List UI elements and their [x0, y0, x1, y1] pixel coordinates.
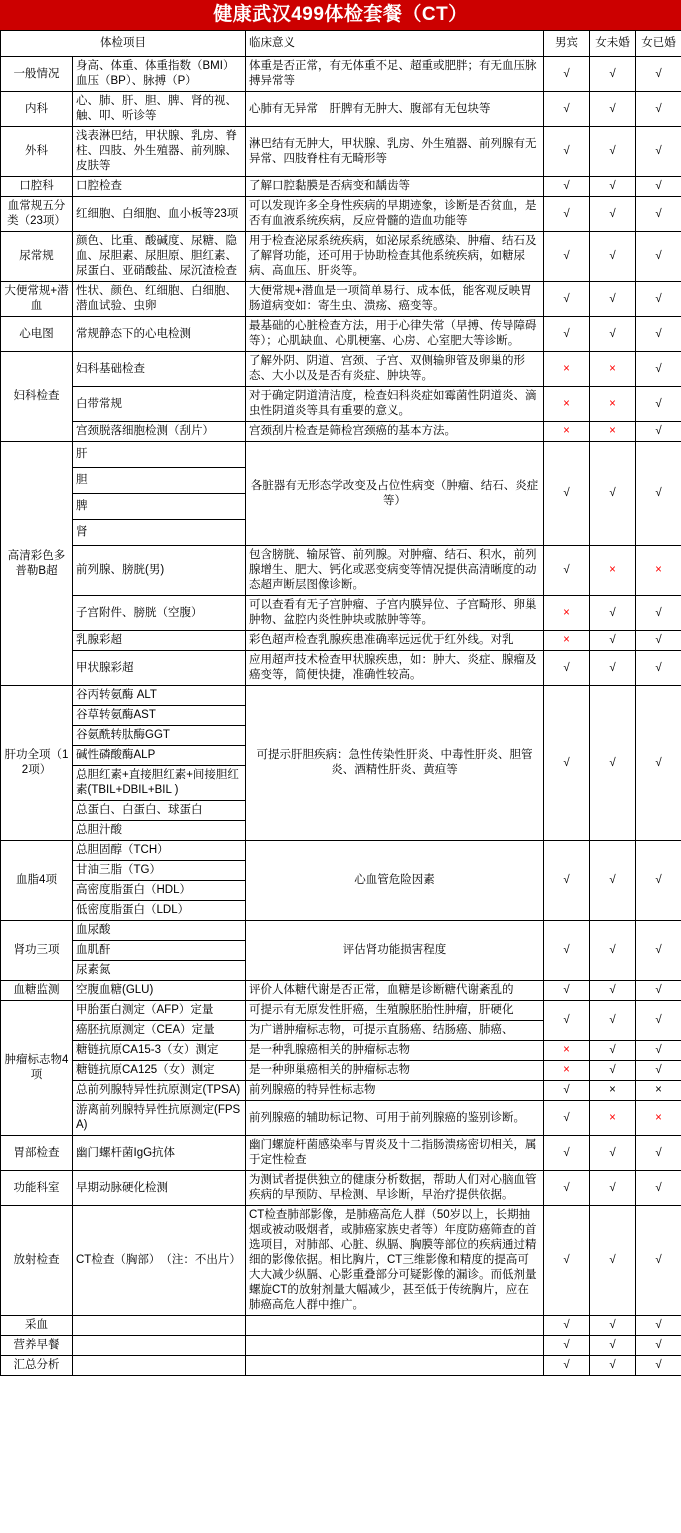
table-row [1, 317, 681, 352]
table-row [1, 1081, 681, 1101]
item-cell [73, 1336, 246, 1356]
mark-female-married: √ [636, 651, 681, 686]
item-cell: 胆 [73, 468, 246, 494]
meaning-cell: 可以查看有无子宫肿瘤、子宫内膜异位、子宫畸形、卵巢肿物、盆腔内炎性肿块或脓肿等等。 [246, 596, 544, 631]
category-cell: 血常规五分类（23项） [1, 197, 73, 232]
page-title: 健康武汉499体检套餐（CT） [0, 0, 681, 30]
mark-male: × [544, 596, 590, 631]
mark-female-single: √ [590, 686, 636, 841]
table-row [1, 127, 681, 177]
mark-male: √ [544, 1206, 590, 1316]
header-male: 男宾 [544, 31, 590, 57]
meaning-cell [246, 1356, 544, 1376]
header-row [1, 31, 681, 57]
meaning-cell: 应用超声技术检查甲状腺疾患，如：肿大、炎症、腺瘤及癌变等，简便快捷，准确性较高。 [246, 651, 544, 686]
table-body [1, 57, 681, 1376]
category-cell: 采血 [1, 1316, 73, 1336]
mark-female-married: × [636, 1101, 681, 1136]
item-cell: 糖链抗原CA125（女）测定 [73, 1061, 246, 1081]
item-cell: 总胆汁酸 [73, 821, 246, 841]
item-cell: 肝 [73, 442, 246, 468]
mark-female-single: √ [590, 1336, 636, 1356]
table-row [1, 841, 681, 861]
mark-male: × [544, 387, 590, 422]
mark-male: √ [544, 1101, 590, 1136]
mark-male: √ [544, 1356, 590, 1376]
mark-female-single: √ [590, 1206, 636, 1316]
mark-female-married: √ [636, 232, 681, 282]
meaning-cell: 是一种卵巢癌相关的肿瘤标志物 [246, 1061, 544, 1081]
category-cell: 妇科检查 [1, 352, 73, 442]
mark-female-single: √ [590, 1316, 636, 1336]
mark-female-single: √ [590, 1171, 636, 1206]
mark-female-single: × [590, 352, 636, 387]
mark-female-single: √ [590, 981, 636, 1001]
mark-female-single: × [590, 387, 636, 422]
table-row [1, 1101, 681, 1136]
mark-male: × [544, 631, 590, 651]
mark-female-married: √ [636, 1041, 681, 1061]
mark-male: √ [544, 686, 590, 841]
meaning-cell: 可提示肝胆疾病：急性传染性肝炎、中毒性肝炎、胆管炎、酒精性肝炎、黄疸等 [246, 686, 544, 841]
item-cell: 乳腺彩超 [73, 631, 246, 651]
item-cell: 谷草转氨酶AST [73, 706, 246, 726]
category-cell: 汇总分析 [1, 1356, 73, 1376]
mark-male: √ [544, 92, 590, 127]
mark-male: √ [544, 1171, 590, 1206]
item-cell: 谷丙转氨酶 ALT [73, 686, 246, 706]
meaning-cell: 评估肾功能损害程度 [246, 921, 544, 981]
item-cell: 癌胚抗原测定（CEA）定量 [73, 1021, 246, 1041]
header-female-married: 女已婚 [636, 31, 681, 57]
mark-female-married: √ [636, 1136, 681, 1171]
table-row [1, 352, 681, 387]
item-cell: 高密度脂蛋白（HDL） [73, 881, 246, 901]
meaning-cell: 了解口腔黏膜是否病变和龋齿等 [246, 177, 544, 197]
table-row [1, 921, 681, 941]
item-cell: 碱性磷酸酶ALP [73, 746, 246, 766]
mark-female-single: √ [590, 232, 636, 282]
table-row [1, 1041, 681, 1061]
table-row [1, 1356, 681, 1376]
item-cell: 前列腺、膀胱(男) [73, 546, 246, 596]
meaning-cell: 宫颈刮片检查是筛检宫颈癌的基本方法。 [246, 422, 544, 442]
table-row [1, 1316, 681, 1336]
mark-female-married: √ [636, 631, 681, 651]
table-row [1, 442, 681, 468]
mark-female-single: √ [590, 596, 636, 631]
mark-male: √ [544, 921, 590, 981]
meaning-cell: 包含膀胱、输尿管、前列腺。对肿瘤、结石、积水，前列腺增生、肥大、钙化或恶变病变等情况提供高清晰度的动态超声断层图像诊断。 [246, 546, 544, 596]
item-cell: 总蛋白、白蛋白、球蛋白 [73, 801, 246, 821]
meaning-cell: 评价人体糖代谢是否正常，血糖是诊断糖代谢紊乱的 [246, 981, 544, 1001]
mark-male: √ [544, 981, 590, 1001]
table-row [1, 651, 681, 686]
meaning-cell: 最基础的心脏检查方法，用于心律失常（早搏、传导障碍等）；心肌缺血、心肌梗塞、心房、心室肥大等诊断。 [246, 317, 544, 352]
mark-female-married: √ [636, 127, 681, 177]
table-row [1, 686, 681, 706]
table-row [1, 1171, 681, 1206]
mark-male: √ [544, 177, 590, 197]
item-cell: 常规静态下的心电检测 [73, 317, 246, 352]
mark-female-married: √ [636, 1171, 681, 1206]
item-cell: 血尿酸 [73, 921, 246, 941]
mark-female-married: √ [636, 422, 681, 442]
table-row [1, 422, 681, 442]
mark-male: √ [544, 442, 590, 546]
table-row [1, 631, 681, 651]
item-cell: 早期动脉硬化检测 [73, 1171, 246, 1206]
item-cell [73, 1316, 246, 1336]
mark-male: √ [544, 1136, 590, 1171]
meaning-cell: 是一种乳腺癌相关的肿瘤标志物 [246, 1041, 544, 1061]
meaning-cell: 彩色超声检查乳腺疾患准确率远远优于红外线。对乳 [246, 631, 544, 651]
category-cell: 大便常规+潜血 [1, 282, 73, 317]
category-cell: 放射检查 [1, 1206, 73, 1316]
mark-female-married: √ [636, 596, 681, 631]
mark-male: √ [544, 232, 590, 282]
table-row [1, 197, 681, 232]
mark-male: √ [544, 1001, 590, 1041]
mark-male: √ [544, 57, 590, 92]
mark-male: √ [544, 127, 590, 177]
item-cell: 性状、颜色、红细胞、白细胞、潜血试验、虫卵 [73, 282, 246, 317]
item-cell: 心、肺、肝、胆、脾、肾的视、触、叩、听诊等 [73, 92, 246, 127]
mark-female-single: √ [590, 92, 636, 127]
mark-female-single: √ [590, 631, 636, 651]
mark-female-married: √ [636, 282, 681, 317]
item-cell: 口腔检查 [73, 177, 246, 197]
mark-female-single: √ [590, 442, 636, 546]
meaning-cell: 可以发现许多全身性疾病的早期迹象，诊断是否贫血，是否有血液系统疾病，反应骨髓的造血功能等 [246, 197, 544, 232]
item-cell: 颜色、比重、酸碱度、尿糖、隐血、尿胆素、尿胆原、胆红素、尿蛋白、亚硝酸盐、尿沉渣检查 [73, 232, 246, 282]
mark-female-married: × [636, 546, 681, 596]
mark-female-married: √ [636, 981, 681, 1001]
mark-male: × [544, 1061, 590, 1081]
mark-male: × [544, 1041, 590, 1061]
meaning-cell: 大便常规+潜血是一项简单易行、成本低，能客观反映胃肠道病变如：寄生虫、溃疡、癌变等。 [246, 282, 544, 317]
mark-female-single: √ [590, 197, 636, 232]
table-row [1, 282, 681, 317]
mark-female-single: × [590, 1081, 636, 1101]
table-row [1, 546, 681, 596]
mark-male: √ [544, 546, 590, 596]
table-row [1, 596, 681, 631]
category-cell: 内科 [1, 92, 73, 127]
mark-female-single: √ [590, 317, 636, 352]
category-cell: 外科 [1, 127, 73, 177]
meaning-cell: 心血管危险因素 [246, 841, 544, 921]
table-row [1, 387, 681, 422]
category-cell: 血脂4项 [1, 841, 73, 921]
meaning-cell: 前列腺癌的辅助标记物、可用于前列腺癌的鉴别诊断。 [246, 1101, 544, 1136]
item-cell: 血肌酐 [73, 941, 246, 961]
table-row [1, 1001, 681, 1021]
mark-female-married: √ [636, 442, 681, 546]
table-row [1, 177, 681, 197]
mark-female-married: √ [636, 841, 681, 921]
meaning-cell: 用于检查泌尿系统疾病，如泌尿系统感染、肿瘤、结石及了解肾功能，还可用于协助检查其他系统疾病，如糖尿病、高血压、肝炎等。 [246, 232, 544, 282]
mark-female-married: √ [636, 57, 681, 92]
mark-female-single: √ [590, 57, 636, 92]
item-cell: 红细胞、白细胞、血小板等23项 [73, 197, 246, 232]
meaning-cell: 体重是否正常，有无体重不足、超重或肥胖；有无血压脉搏异常等 [246, 57, 544, 92]
mark-male: × [544, 352, 590, 387]
mark-male: √ [544, 1336, 590, 1356]
category-cell: 一般情况 [1, 57, 73, 92]
item-cell: 宫颈脱落细胞检测（刮片） [73, 422, 246, 442]
meaning-cell: 为测试者提供独立的健康分析数据，帮助人们对心脑血管疾病的早预防、早检测、早诊断，早治疗提供依据。 [246, 1171, 544, 1206]
mark-female-single: √ [590, 1061, 636, 1081]
mark-female-married: × [636, 1081, 681, 1101]
mark-female-single: √ [590, 651, 636, 686]
meaning-cell: 心肺有无异常 肝脾有无肿大、腹部有无包块等 [246, 92, 544, 127]
item-cell: 游离前列腺特异性抗原测定(FPSA) [73, 1101, 246, 1136]
mark-male: √ [544, 651, 590, 686]
item-cell: 糖链抗原CA15-3（女）测定 [73, 1041, 246, 1061]
category-cell: 口腔科 [1, 177, 73, 197]
meaning-cell: 前列腺癌的特异性标志物 [246, 1081, 544, 1101]
category-cell: 营养早餐 [1, 1336, 73, 1356]
category-cell: 血糖监测 [1, 981, 73, 1001]
item-cell: 低密度脂蛋白（LDL） [73, 901, 246, 921]
mark-male: √ [544, 197, 590, 232]
mark-female-married: √ [636, 1316, 681, 1336]
category-cell: 肾功三项 [1, 921, 73, 981]
mark-female-married: √ [636, 1356, 681, 1376]
category-cell: 尿常规 [1, 232, 73, 282]
meaning-cell: 各脏器有无形态学改变及占位性病变（肿瘤、结石、炎症等） [246, 442, 544, 546]
table-row [1, 981, 681, 1001]
item-cell: 空腹血糖(GLU) [73, 981, 246, 1001]
item-cell: CT检查（胸部） （注：不出片） [73, 1206, 246, 1316]
item-cell [73, 1356, 246, 1376]
item-cell: 总胆红素+直接胆红素+间接胆红素(TBIL+DBIL+BIL ) [73, 766, 246, 801]
item-cell: 浅表淋巴结，甲状腺、乳房、脊柱、四肢、外生殖器、前列腺、皮肤等 [73, 127, 246, 177]
mark-male: √ [544, 1316, 590, 1336]
item-cell: 甲胎蛋白测定（AFP）定量 [73, 1001, 246, 1021]
mark-female-single: √ [590, 1001, 636, 1041]
meaning-cell: 了解外阴、阴道、宫颈、子宫、双侧输卵管及卵巢的形态、大小以及是否有炎症、肿块等。 [246, 352, 544, 387]
mark-female-married: √ [636, 352, 681, 387]
mark-female-married: √ [636, 1206, 681, 1316]
item-cell: 甘油三脂（TG） [73, 861, 246, 881]
mark-female-married: √ [636, 1336, 681, 1356]
mark-male: √ [544, 841, 590, 921]
mark-female-married: √ [636, 1061, 681, 1081]
item-cell: 妇科基础检查 [73, 352, 246, 387]
item-cell: 肾 [73, 520, 246, 546]
mark-male: √ [544, 1081, 590, 1101]
table-row [1, 1206, 681, 1316]
table-row [1, 232, 681, 282]
meaning-cell: 可提示有无原发性肝癌，生殖腺胚胎性肿瘤，肝硬化 [246, 1001, 544, 1021]
mark-female-single: √ [590, 921, 636, 981]
item-cell: 身高、体重、体重指数（BMI）血压（BP）、脉搏（P） [73, 57, 246, 92]
item-cell: 脾 [73, 494, 246, 520]
item-cell: 甲状腺彩超 [73, 651, 246, 686]
mark-female-married: √ [636, 921, 681, 981]
table-row [1, 92, 681, 127]
mark-female-single: × [590, 422, 636, 442]
mark-female-single: √ [590, 1041, 636, 1061]
item-cell: 白带常规 [73, 387, 246, 422]
category-cell: 肝功全项（12项） [1, 686, 73, 841]
mark-female-single: √ [590, 282, 636, 317]
mark-male: × [544, 422, 590, 442]
table-row [1, 1136, 681, 1171]
item-cell: 幽门螺杆菌IgG抗体 [73, 1136, 246, 1171]
mark-female-single: √ [590, 841, 636, 921]
mark-female-single: √ [590, 1136, 636, 1171]
mark-female-single: √ [590, 177, 636, 197]
category-cell: 胃部检查 [1, 1136, 73, 1171]
category-cell: 心电图 [1, 317, 73, 352]
meaning-cell [246, 1316, 544, 1336]
mark-male: √ [544, 282, 590, 317]
item-cell: 谷氨酰转肽酶GGT [73, 726, 246, 746]
item-cell: 子宫附件、膀胱（空腹） [73, 596, 246, 631]
meaning-cell: 淋巴结有无肿大，甲状腺、乳房、外生殖器、前列腺有无异常、四肢脊柱有无畸形等 [246, 127, 544, 177]
category-cell: 肿瘤标志物4项 [1, 1001, 73, 1136]
mark-female-married: √ [636, 317, 681, 352]
category-cell: 功能科室 [1, 1171, 73, 1206]
table-row [1, 1061, 681, 1081]
mark-female-single: √ [590, 127, 636, 177]
mark-female-married: √ [636, 197, 681, 232]
meaning-cell: CT检查肺部影像，是肺癌高危人群（50岁以上，长期抽烟或被动吸烟者，或肺癌家族史者等）年度防癌筛查的首选项目，对肺部、心脏、纵膈、胸膜等部位的疾病通过精细的影像依据。相比胸片，CT三维影像和精度的提高可大大减少纵膈、心影重叠部分可疑影像的漏诊。而低剂量螺旋CT的放射剂量大幅减少，甚至低于传统胸片，应在肺癌高危人群中推广。 [246, 1206, 544, 1316]
header-item: 体检项目 [1, 31, 246, 57]
header-meaning: 临床意义 [246, 31, 544, 57]
meaning-cell [246, 1336, 544, 1356]
item-cell: 尿素氮 [73, 961, 246, 981]
meaning-cell: 幽门螺旋杆菌感染率与胃炎及十二指肠溃疡密切相关，属于定性检查 [246, 1136, 544, 1171]
mark-female-married: √ [636, 387, 681, 422]
mark-female-married: √ [636, 92, 681, 127]
mark-female-married: √ [636, 177, 681, 197]
health-package-table [0, 30, 681, 1376]
mark-female-married: √ [636, 1001, 681, 1041]
mark-male: √ [544, 317, 590, 352]
mark-female-married: √ [636, 686, 681, 841]
item-cell: 总胆固醇（TCH） [73, 841, 246, 861]
meaning-cell: 对于确定阴道清洁度，检查妇科炎症如霉菌性阴道炎、滴虫性阴道炎等具有重要的意义。 [246, 387, 544, 422]
meaning-cell: 为广谱肿瘤标志物，可提示直肠癌、结肠癌、肺癌、 [246, 1021, 544, 1041]
header-female-single: 女未婚 [590, 31, 636, 57]
mark-female-single: × [590, 1101, 636, 1136]
table-header [1, 31, 681, 57]
mark-female-single: √ [590, 1356, 636, 1376]
item-cell: 总前列腺特异性抗原测定(TPSA) [73, 1081, 246, 1101]
category-cell: 高清彩色多普勒B超 [1, 442, 73, 686]
table-row [1, 57, 681, 92]
table-row [1, 1336, 681, 1356]
mark-female-single: × [590, 546, 636, 596]
